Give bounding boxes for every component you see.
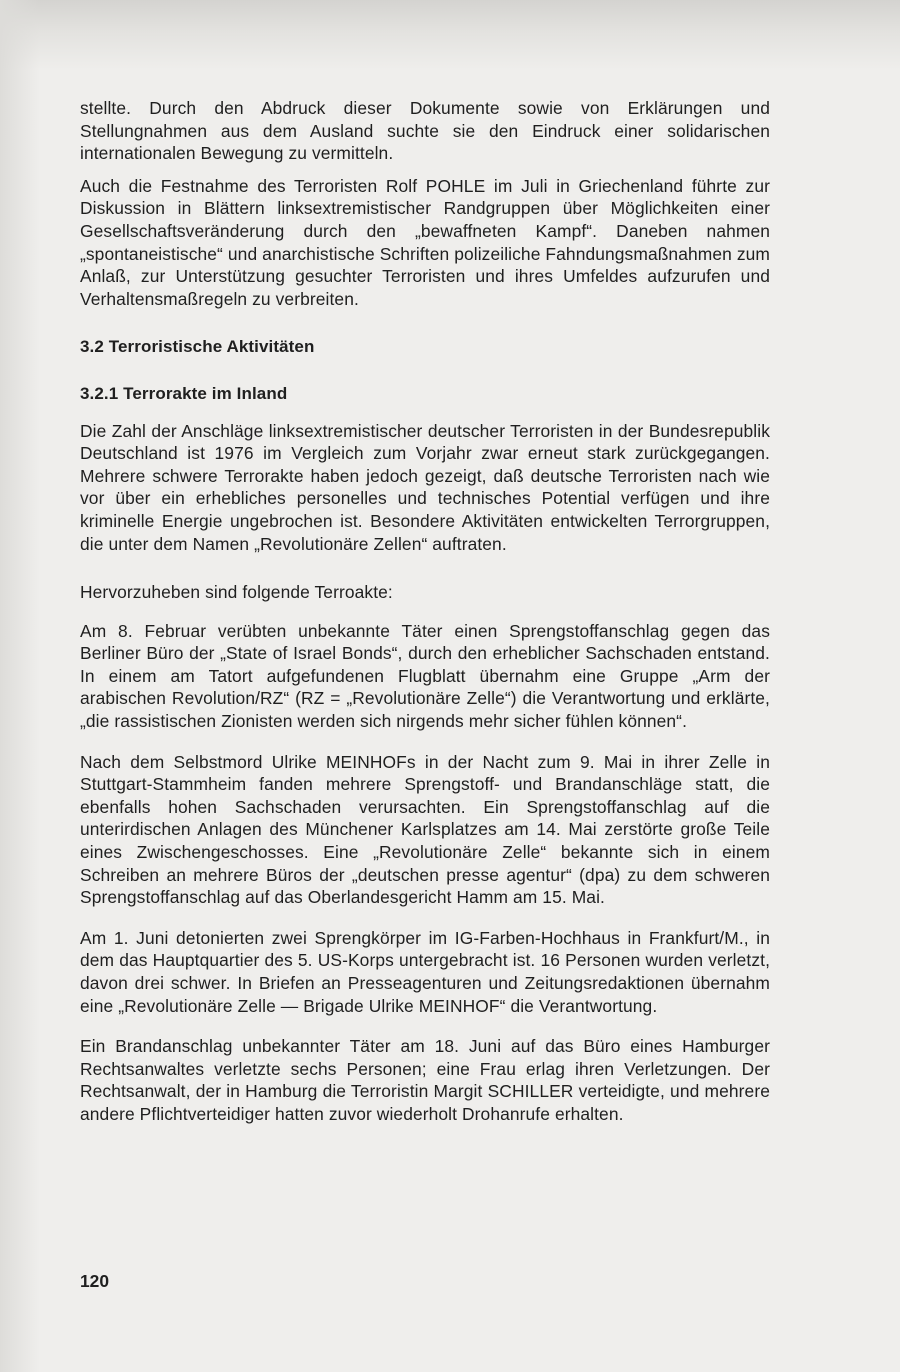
section-heading: 3.2 Terroristische Aktivitäten bbox=[80, 337, 315, 357]
paragraph-lead-line: Hervorzuheben sind folgende Terroakte: bbox=[80, 582, 393, 603]
scan-shadow-top bbox=[0, 0, 900, 70]
paragraph-event-june-1: Am 1. Juni detonierten zwei Sprengkörper im IG-Farben-Hochhaus in Frankfurt/M., in dem das Hauptquartier des 5. US-Korps untergebracht ist. 16 Personen wurden verletzt, davon drei schwer. In Briefen an Presseagenturen und Zeitungsredaktionen übernahm eine „Revolutionäre Zelle — Brigade Ulrike MEINHOF“ die Verantwortung. bbox=[80, 927, 770, 1016]
paragraph-event-feb: Am 8. Februar verübten unbekannte Täter einen Sprengstoffanschlag gegen das Berliner Büro der „State of Israel Bonds“, durch den erheblicher Sachschaden entstand. In einem am Tatort aufgefundenen Flugblatt übernahm eine Gruppe „Arm der arabischen Revolution/RZ“ (RZ = „Revolutionäre Zelle“) die Verantwortung und erklärte, „die rassistischen Zionisten werden sich nirgends mehr sicher fühlen können“. bbox=[80, 620, 770, 732]
page-number: 120 bbox=[80, 1271, 110, 1291]
subsection-heading: 3.2.1 Terrorakte im Inland bbox=[80, 383, 288, 403]
paragraph-event-may: Nach dem Selbstmord Ulrike MEINHOFs in der Nacht zum 9. Mai in ihrer Zelle in Stuttgart-Stammheim fanden mehrere Sprengstoff- und Brandanschläge statt, die ebenfalls hohen Sachschaden verursachten. Ein Sprengstoffanschlag auf die unterirdischen Anlagen des Münchener Karlsplatzes am 14. Mai zerstörte große Teile eines Zwischengeschosses. Eine „Revolutionäre Zelle“ bekannte sich in einem Schreiben an mehrere Büros der „deutschen presse agentur“ (dpa) zu dem schweren Sprengstoffanschlag auf das Oberlandesgericht Hamm am 15. Mai. bbox=[80, 751, 770, 908]
paragraph-intro: Die Zahl der Anschläge linksextremistischer deutscher Terroristen in der Bundesrepublik Deutschland ist 1976 im Vergleich zum Vorjahr zwar erneut stark zurückgegangen. Mehrere schwere Terrorakte haben jedoch gezeigt, daß deutsche Terroristen nach wie vor über ein erhebliches personelles und technisches Potential verfügen und ihre kriminelle Energie ungebrochen ist. Besondere Aktivitäten entwickelten Terrorgruppen, die unter dem Namen „Revolutionäre Zellen“ auftraten. bbox=[80, 420, 770, 554]
scan-shadow-left bbox=[0, 0, 40, 1372]
document-body bbox=[80, 97, 770, 1144]
paragraph-continuation: stellte. Durch den Abdruck dieser Dokumente sowie von Erklärungen und Stellungnahmen aus dem Ausland suchte sie den Eindruck einer solidarischen internationalen Bewegung zu vermitteln. bbox=[80, 98, 770, 164]
paragraph-event-june-18: Ein Brandanschlag unbekannter Täter am 18. Juni auf das Büro eines Hamburger Rechtsanwaltes verletzte sechs Personen; eine Frau erlag ihren Verletzungen. Der Rechtsanwalt, der in Hamburg die Terroristin Margit SCHILLER verteidigte, und mehrere andere Pflichtverteidiger hatten zuvor wiederholt Drohanrufe erhalten. bbox=[80, 1036, 770, 1124]
paragraph-pohle-arrest: Auch die Festnahme des Terroristen Rolf POHLE im Juli in Griechenland führte zur Diskussion in Blättern linksextremistischer Randgruppen über Möglichkeiten einer Gesellschaftsveränderung durch den „bewaffneten Kampf“. Daneben nahmen „spontaneistische“ und anarchistische Schriften polizeiliche Fahndungsmaßnahmen zum Anlaß, zur Unterstützung gesuchter Terroristen und ihres Umfeldes aufzurufen und Verhaltensmaßregeln zu verbreiten. bbox=[80, 175, 770, 309]
